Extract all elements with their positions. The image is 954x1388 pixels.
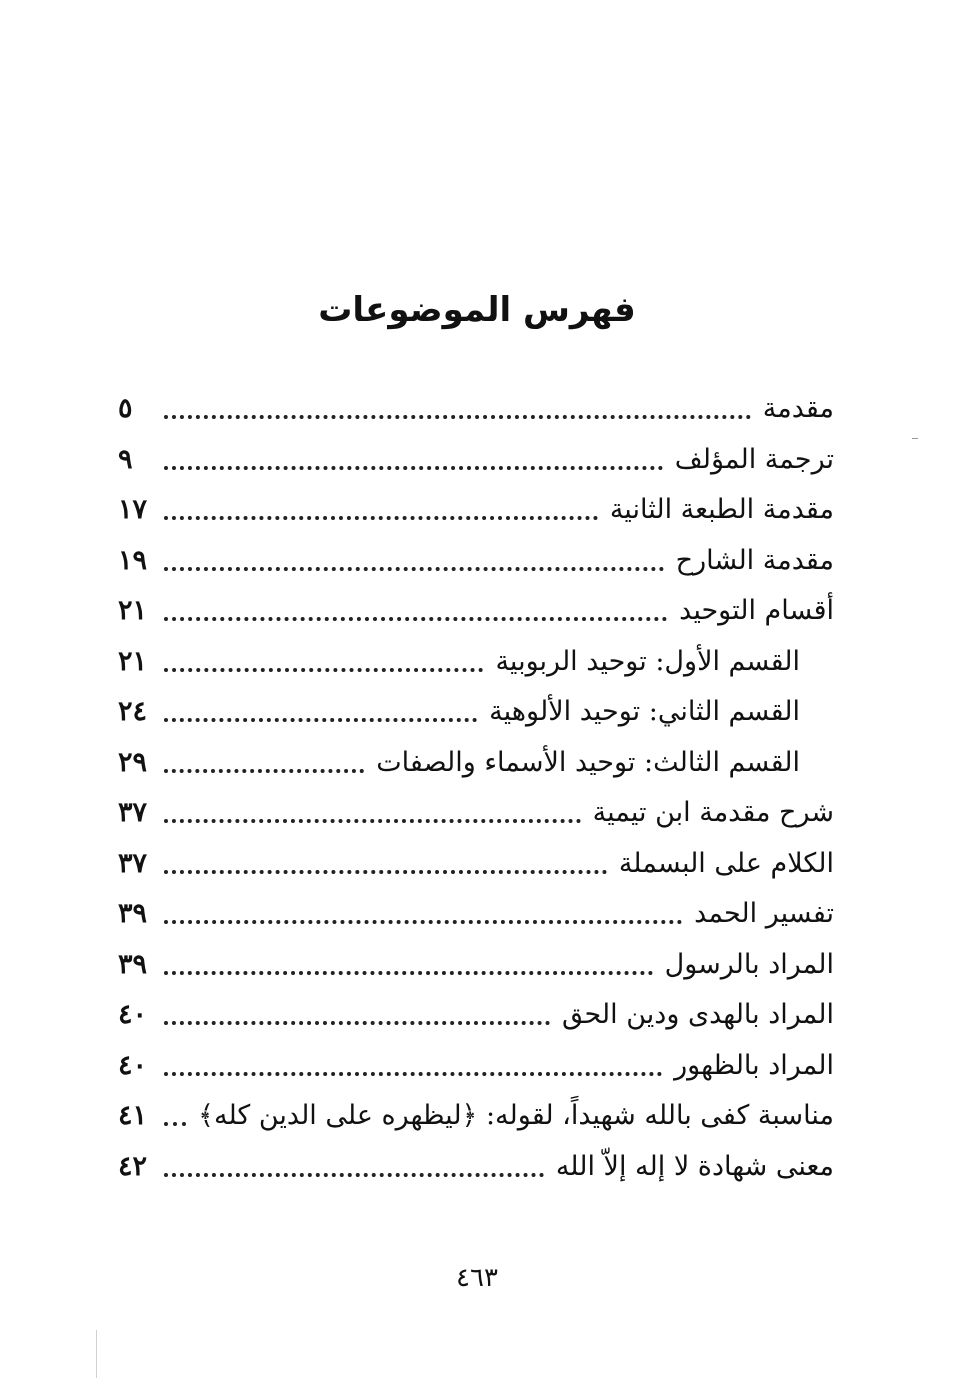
toc-entry-page: ٢٤ [118, 696, 148, 727]
toc-entry-label: المراد بالرسول [664, 948, 834, 980]
dot-leader [164, 819, 581, 823]
dot-leader [164, 1072, 662, 1076]
toc-entry-page: ٤١ [118, 1100, 148, 1131]
toc-entry-page: ٢١ [118, 595, 148, 626]
toc-entry [118, 586, 834, 637]
toc-entry [118, 1041, 834, 1092]
toc-entry-page: ٣٩ [118, 948, 148, 980]
toc-entry [118, 1142, 834, 1193]
toc-entry-label: القسم الثاني: توحيد الألوهية [489, 696, 800, 727]
dot-leader [164, 668, 483, 672]
toc-entry-label: المراد بالهدى ودين الحق [561, 999, 834, 1030]
dot-leader [164, 920, 682, 924]
dot-leader [164, 1122, 186, 1126]
toc-entry-label: مناسبة كفى بالله شهيداً، لقوله: ﴿ليظهره على الدين كله﴾ [198, 1100, 834, 1131]
toc-entry [118, 384, 834, 435]
toc-entry-label: الكلام على البسملة [618, 847, 834, 879]
toc-entry-label: معنى شهادة لا إله إلاّ الله [555, 1150, 834, 1182]
toc-entry-page: ٢١ [118, 645, 148, 677]
scan-speck [96, 1330, 97, 1378]
toc-entry-page: ٣٩ [118, 898, 148, 929]
toc-entry [118, 839, 834, 890]
toc-subentry [118, 738, 834, 789]
page-number: ٤٦٣ [456, 1263, 498, 1293]
toc-entry-label: المراد بالظهور [674, 1049, 834, 1081]
toc-entry-page: ٣٧ [118, 847, 148, 879]
toc-entry-page: ٢٩ [118, 746, 148, 778]
toc-subentry [118, 687, 834, 738]
dot-leader [164, 516, 598, 520]
toc-entry-label: مقدمة الشارح [675, 544, 834, 576]
toc-entry-page: ٣٧ [118, 797, 148, 828]
table-of-contents [118, 384, 834, 1192]
dot-leader [164, 870, 607, 874]
toc-entry-label: القسم الأول: توحيد الربوبية [495, 645, 800, 677]
toc-entry [118, 536, 834, 587]
toc-entry [118, 1091, 834, 1142]
toc-entry [118, 485, 834, 536]
toc-entry-label: مقدمة [762, 393, 834, 424]
dot-leader [164, 718, 477, 722]
toc-entry [118, 788, 834, 839]
dot-leader [164, 769, 364, 773]
dot-leader [164, 1173, 544, 1177]
toc-entry-label: شرح مقدمة ابن تيمية [592, 797, 834, 828]
toc-entry-page: ٤٠ [118, 999, 148, 1030]
toc-entry-label: القسم الثالث: توحيد الأسماء والصفات [376, 746, 800, 778]
toc-entry-page: ٤٠ [118, 1049, 148, 1081]
toc-entry-label: أقسام التوحيد [679, 595, 834, 626]
dot-leader [164, 567, 664, 571]
toc-entry [118, 435, 834, 486]
toc-entry [118, 940, 834, 991]
page-title: فهرس الموضوعات [318, 290, 636, 330]
toc-entry [118, 889, 834, 940]
toc-entry-page: ٥ [118, 393, 133, 424]
toc-entry-page: ١٧ [118, 494, 148, 525]
toc-entry [118, 990, 834, 1041]
toc-subentry [118, 637, 834, 688]
dot-leader [164, 466, 663, 470]
toc-entry-label: ترجمة المؤلف [674, 443, 834, 475]
dot-leader [164, 971, 653, 975]
toc-entry-page: ١٩ [118, 544, 148, 576]
toc-entry-page: ٤٢ [118, 1150, 148, 1182]
toc-entry-page: ٩ [118, 443, 133, 475]
scan-speck [912, 438, 918, 439]
dot-leader [164, 1021, 550, 1025]
dot-leader [164, 415, 751, 419]
toc-entry-label: مقدمة الطبعة الثانية [609, 494, 834, 525]
toc-entry-label: تفسير الحمد [694, 898, 834, 929]
dot-leader [164, 617, 667, 621]
